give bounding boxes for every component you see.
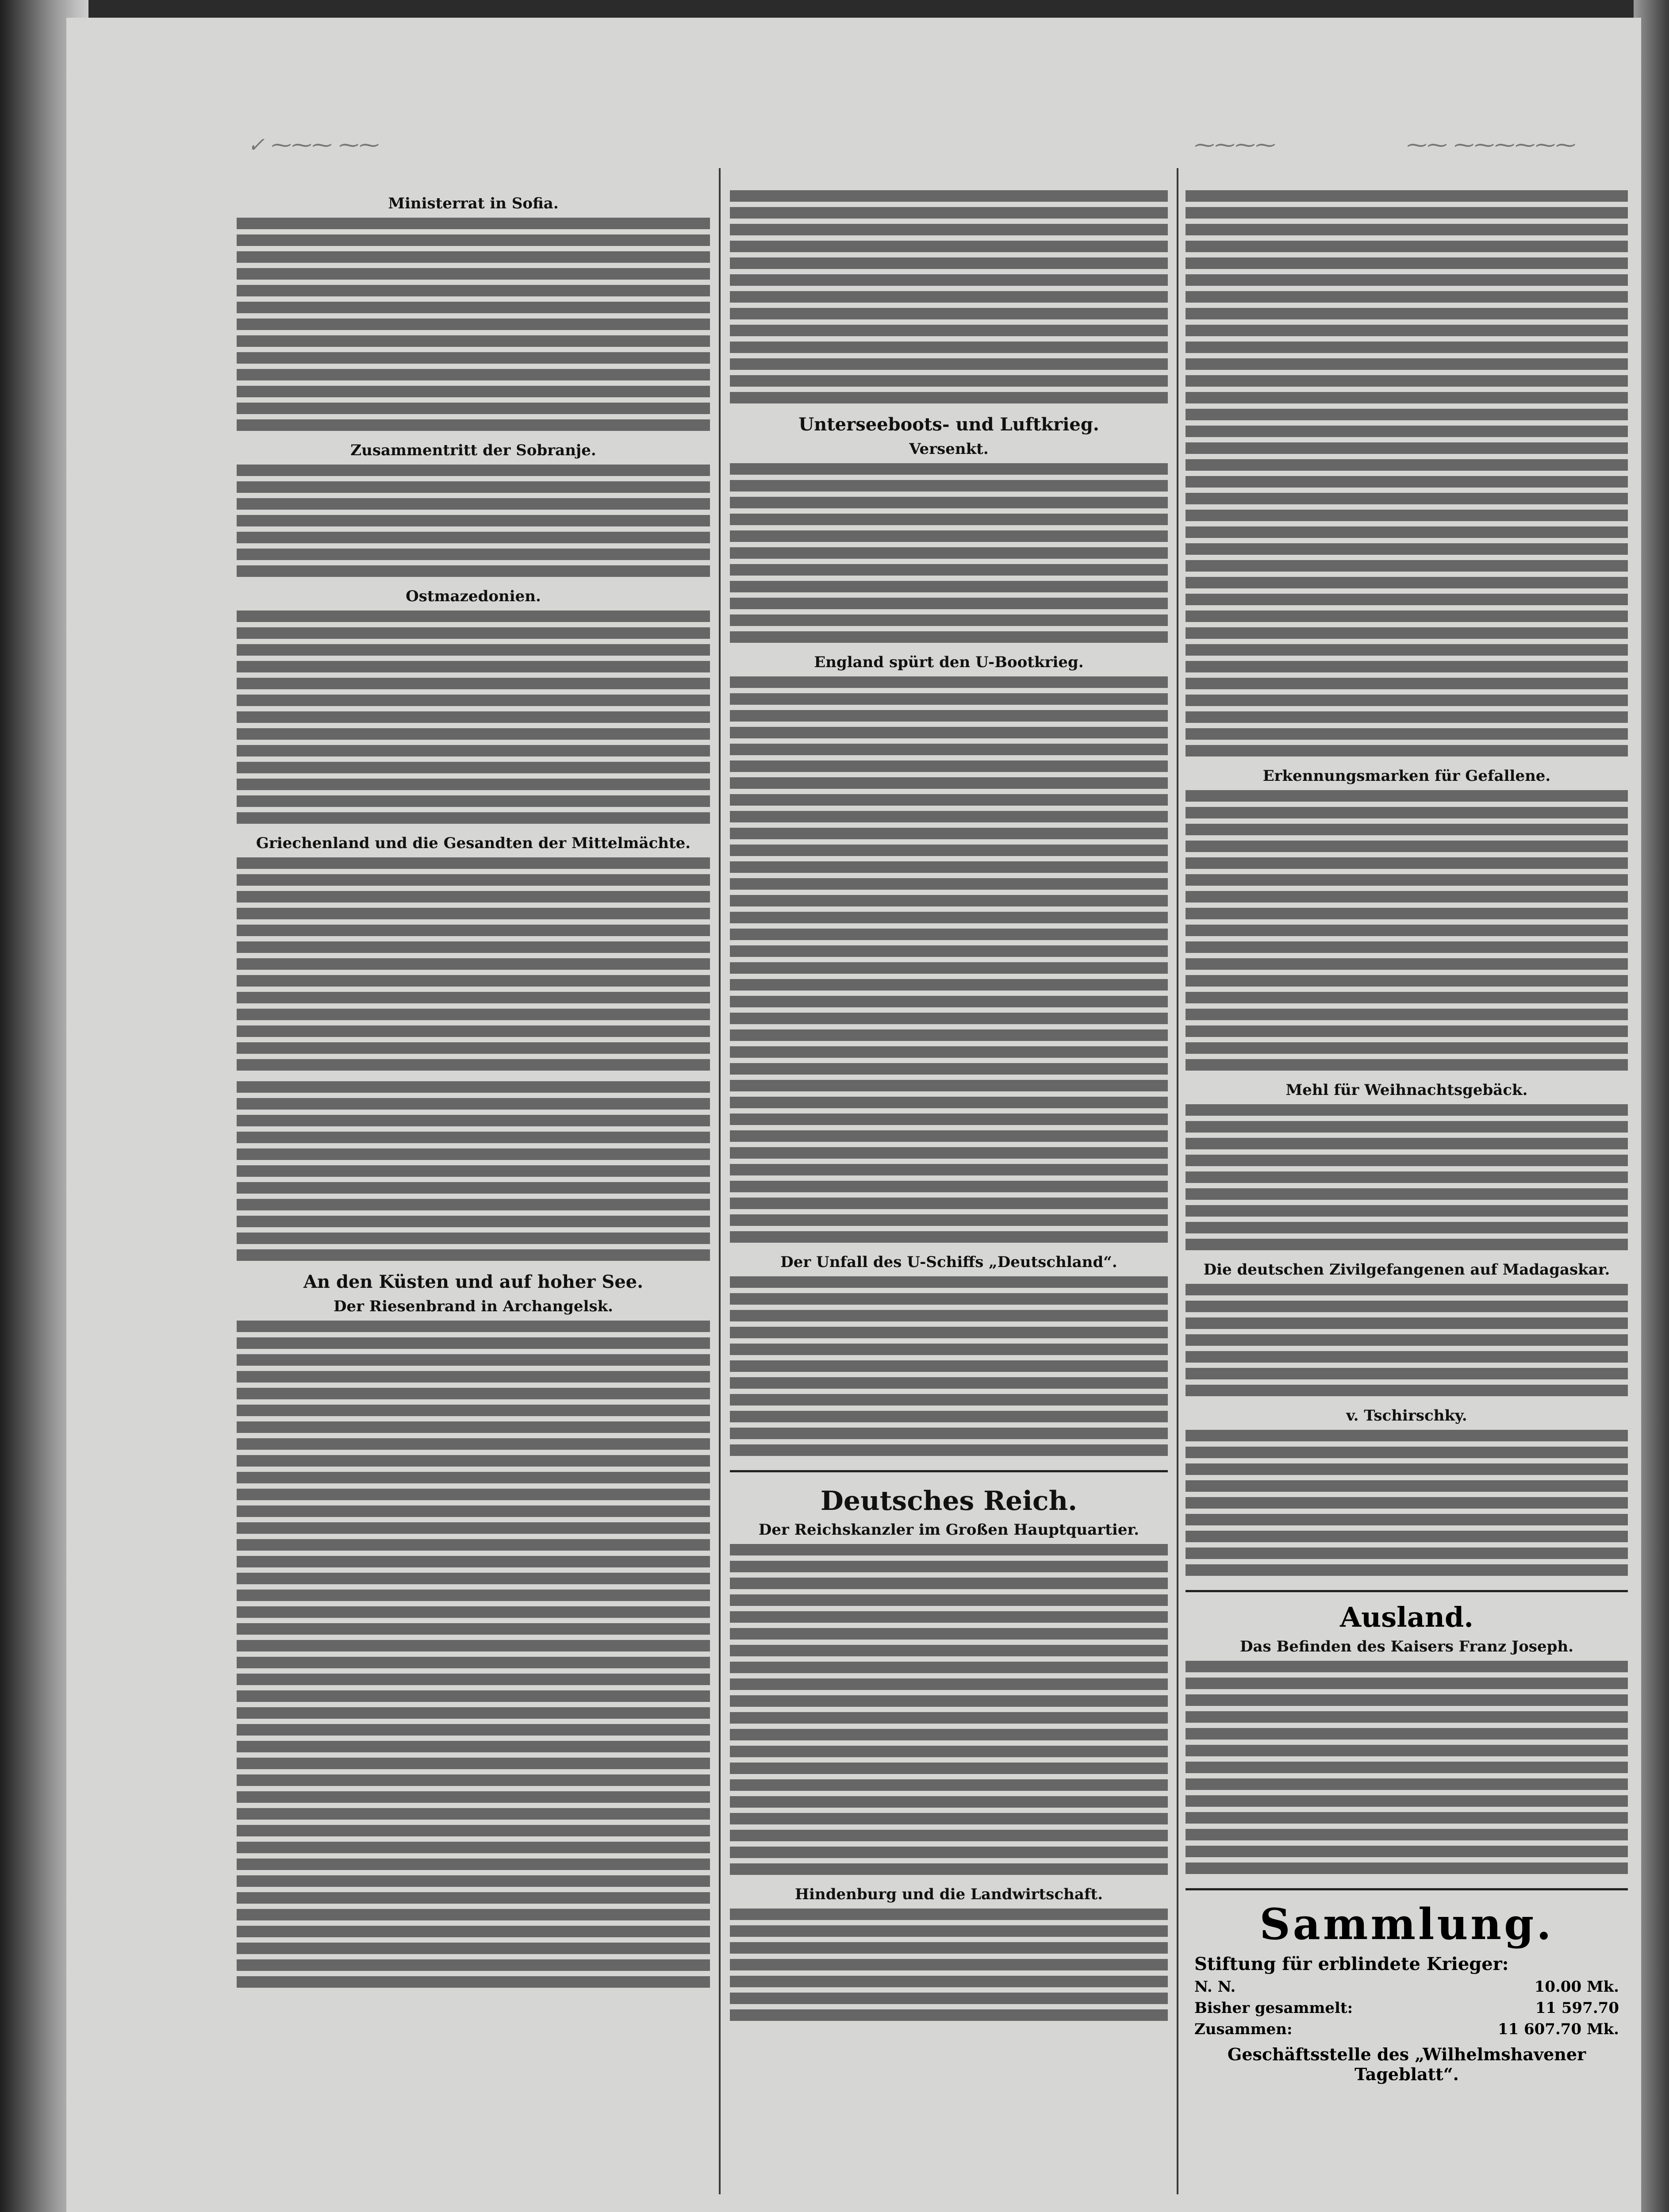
sammlung-box — [1186, 1899, 1628, 2084]
article-text-placeholder — [237, 465, 710, 582]
column-3 — [1186, 190, 1628, 2208]
sammlung-previous-amount: 11 597.70 — [1535, 1999, 1619, 2017]
sammlung-total-label: Zusammen: — [1194, 2020, 1293, 2038]
heading-erkennungsmarken: Erkennungsmarken für Gefallene. — [1262, 767, 1551, 785]
article-text-placeholder — [1186, 790, 1628, 1076]
heading-zivilgefangene-madagaskar: Die deutschen Zivilgefangenen auf Madagaskar. — [1203, 1261, 1610, 1279]
heading-unfall-u-schiff: Der Unfall des U-Schiffs „Deutschland“. — [780, 1253, 1117, 1271]
article-text-placeholder — [730, 1909, 1168, 2026]
article-text-placeholder — [730, 1544, 1168, 1880]
subheading-befinden-kaiser: Das Befinden des Kaisers Franz Joseph. — [1239, 1638, 1574, 1655]
section-rule — [1186, 1590, 1628, 1592]
heading-ausland: Ausland. — [1340, 1601, 1473, 1633]
heading-deutsches-reich: Deutsches Reich. — [820, 1486, 1078, 1517]
sammlung-subtitle: Stiftung für erblindete Krieger: — [1194, 1954, 1509, 1974]
heading-england-u-bootkrieg: England spürt den U-Bootkrieg. — [814, 653, 1084, 671]
sammlung-footer: Geschäftsstelle des „Wilhelmshavener Tageblatt“. — [1227, 2044, 1586, 2084]
sammlung-previous — [1194, 1999, 1619, 2017]
article-text-placeholder — [1186, 1430, 1628, 1581]
section-rule — [730, 1470, 1168, 1472]
article-text-placeholder — [237, 1321, 710, 1993]
heading-sobranje: Zusammentritt der Sobranje. — [350, 442, 596, 459]
sammlung-entry-amount: 10.00 Mk. — [1534, 1978, 1619, 1996]
subheading-reichskanzler: Der Reichskanzler im Großen Hauptquartier. — [758, 1521, 1140, 1539]
sammlung-total-amount: 11 607.70 Mk. — [1497, 2020, 1619, 2038]
column-rule-1 — [719, 168, 721, 2194]
handwritten-note-left: ✓ ⁓⁓⁓ ⁓⁓ — [248, 133, 380, 157]
article-text-placeholder — [730, 190, 1168, 409]
column-rule-2 — [1177, 168, 1178, 2194]
heading-ministerrat: Ministerrat in Sofia. — [388, 195, 559, 212]
article-text-placeholder — [1186, 1661, 1628, 1879]
sammlung-entry — [1194, 1978, 1619, 1996]
section-rule — [1186, 1888, 1628, 1890]
handwritten-note-right: ⁓⁓ ⁓⁓⁓⁓⁓⁓ — [1407, 133, 1576, 157]
heading-ostmazedonien: Ostmazedonien. — [406, 588, 541, 605]
heading-griechenland: Griechenland und die Gesandten der Mittelmächte. — [256, 834, 691, 852]
heading-mehl-weihnachtsgebaeck: Mehl für Weihnachtsgebäck. — [1285, 1081, 1528, 1099]
article-text-placeholder — [1186, 1104, 1628, 1256]
subheading-versenkt: Versenkt. — [909, 440, 989, 458]
article-text-placeholder — [237, 611, 710, 829]
article-text-placeholder — [730, 463, 1168, 648]
article-text-placeholder — [237, 1081, 710, 1266]
article-text-placeholder — [237, 218, 710, 436]
heading-kuesten-see: An den Küsten und auf hoher See. — [303, 1271, 644, 1292]
sammlung-entry-name: N. N. — [1194, 1978, 1236, 1996]
article-text-placeholder — [1186, 190, 1628, 762]
sammlung-total — [1194, 2020, 1619, 2038]
heading-hindenburg-landwirtschaft: Hindenburg und die Landwirtschaft. — [794, 1886, 1103, 1903]
subheading-riesenbrand: Der Riesenbrand in Archangelsk. — [333, 1298, 613, 1315]
article-text-placeholder — [730, 1276, 1168, 1461]
article-text-placeholder — [1186, 1284, 1628, 1402]
heading-unterseeboots-luftkrieg: Unterseeboots- und Luftkrieg. — [798, 414, 1099, 435]
sammlung-previous-label: Bisher gesammelt: — [1194, 1999, 1353, 2017]
column-1 — [237, 190, 710, 2208]
article-text-placeholder — [730, 676, 1168, 1248]
handwritten-note-center: ⁓⁓⁓⁓ — [1194, 133, 1276, 157]
heading-tschirschky: v. Tschirschky. — [1346, 1407, 1467, 1425]
sammlung-title: Sammlung. — [1259, 1899, 1554, 1949]
article-text-placeholder — [237, 857, 710, 1076]
column-2 — [730, 190, 1168, 2208]
